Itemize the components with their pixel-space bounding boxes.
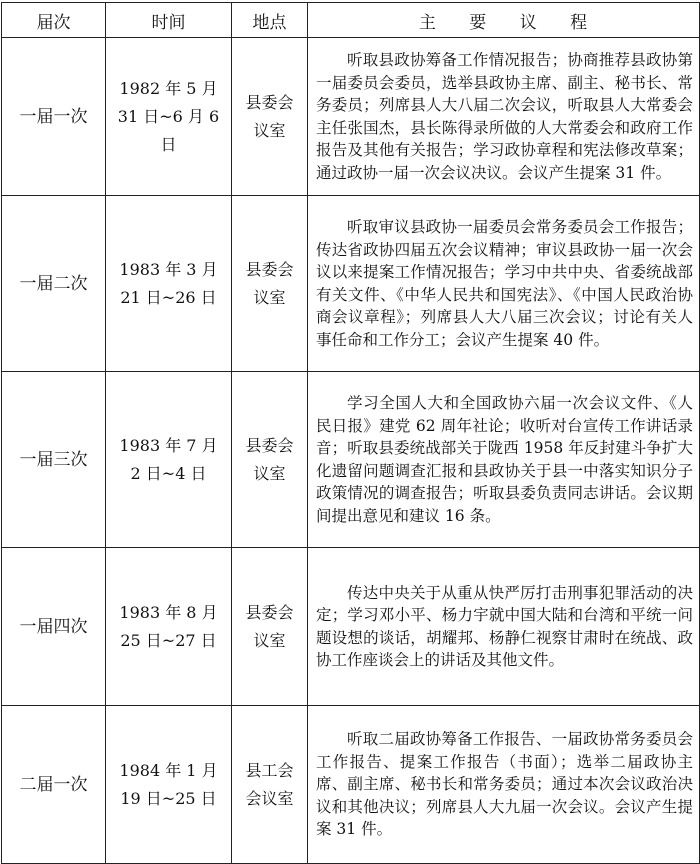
session-cell: 一届四次 — [2, 548, 106, 706]
session-cell: 一届一次 — [2, 38, 106, 196]
table-row — [2, 548, 700, 706]
time-cell: 1983 年 8 月 25 日~27 日 — [106, 548, 232, 706]
header-place: 地点 — [232, 3, 308, 38]
session-table — [1, 2, 700, 864]
session-cell: 一届三次 — [2, 372, 106, 548]
time-cell: 1982 年 5 月 31 日~6 月 6 日 — [106, 38, 232, 196]
table-row — [2, 38, 700, 196]
table-row — [2, 706, 700, 864]
header-row — [2, 3, 700, 38]
agenda-cell: 传达中央关于从重从快严厉打击刑事犯罪活动的决定；学习邓小平、杨力宇就中国大陆和台湾和平统一问题设想的谈话，胡耀邦、杨静仁视察甘肃时在统战、政协工作座谈会上的讲话及其他文件。 — [308, 548, 700, 706]
session-cell: 二届一次 — [2, 706, 106, 864]
place-cell: 县委会议室 — [232, 372, 308, 548]
table-row — [2, 196, 700, 372]
place-cell: 县委会议室 — [232, 548, 308, 706]
table-row — [2, 372, 700, 548]
agenda-cell: 听取县政协筹备工作情况报告；协商推荐县政协第一届委员会委员，选举县政协主席、副主、秘书长、常务委员；列席县人大八届二次会议，听取县人大常委会主任张国杰，县长陈得录所做的人大常委会和政府工作报告及其他有关报告；学习政协章程和宪法修改草案；通过政协一届一次会议决议。会议产生提案 31 件。 — [308, 38, 700, 196]
place-cell: 县委会议室 — [232, 196, 308, 372]
header-session: 届次 — [2, 3, 106, 38]
place-cell: 县工会会议室 — [232, 706, 308, 864]
agenda-cell: 学习全国人大和全国政协六届一次会议文件、《人民日报》建党 62 周年社论；收听对台宣传工作讲话录音；听取县委统战部关于陇西 1958 年反封建斗争扩大化遗留问题调查汇报和县政协关于县一中落实知识分子政策情况的调查报告；听取县委负责同志讲话。会议期间提出意见和建议 16 条。 — [308, 372, 700, 548]
agenda-cell: 听取二届政协筹备工作报告、一届政协常务委员会工作报告、提案工作报告（书面）；选举二届政协主席、副主席、秘书长和常务委员；通过本次会议政治决议和其他决议；列席县人大九届一次会议。会议产生提案 31 件。 — [308, 706, 700, 864]
time-cell: 1983 年 3 月 21 日~26 日 — [106, 196, 232, 372]
time-cell: 1984 年 1 月 19 日~25 日 — [106, 706, 232, 864]
header-agenda: 主 要 议 程 — [308, 3, 700, 38]
header-time: 时间 — [106, 3, 232, 38]
agenda-cell: 听取审议县政协一届委员会常务委员会工作报告；传达省政协四届五次会议精神；审议县政协一届一次会议以来提案工作情况报告；学习中共中央、省委统战部有关文件、《中华人民共和国宪法》、《中国人民政治协商会议章程》；列席县人大八届三次会议；讨论有关人事任命和工作分工；会议产生提案 40 件。 — [308, 196, 700, 372]
time-cell: 1983 年 7 月 2 日~4 日 — [106, 372, 232, 548]
session-cell: 一届二次 — [2, 196, 106, 372]
place-cell: 县委会议室 — [232, 38, 308, 196]
